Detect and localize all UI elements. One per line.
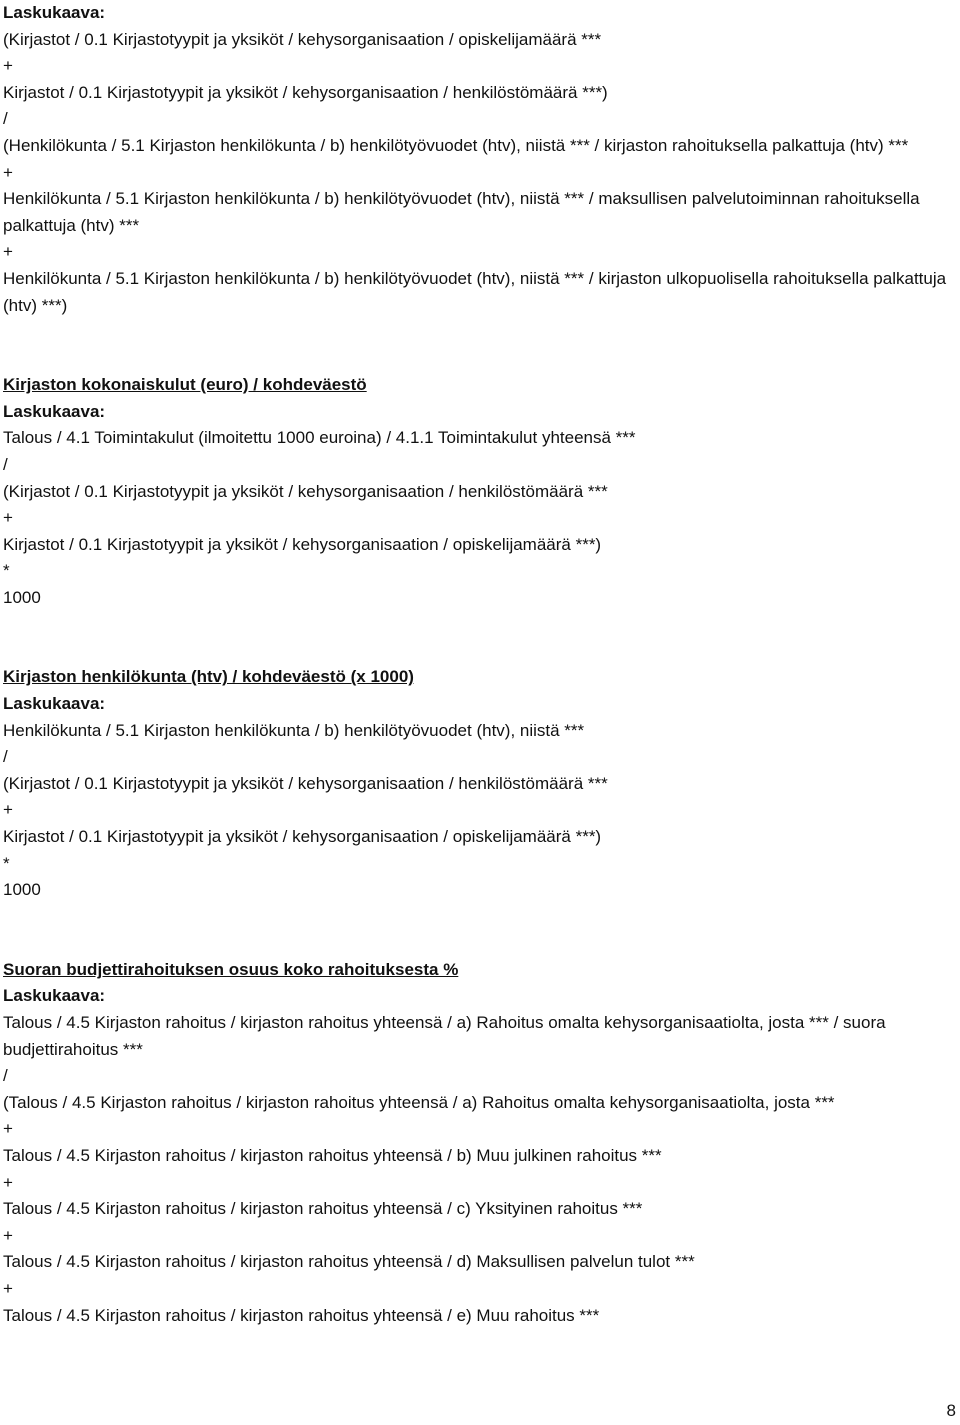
formula-line: Kirjastot / 0.1 Kirjastotyypit ja yksiköt / kehysorganisaation / opiskelijamäärä ***) [3, 827, 602, 847]
formula-line: Talous / 4.1 Toimintakulut (ilmoitettu 1000 euroina) / 4.1.1 Toimintakulut yhteensä *** [3, 428, 636, 448]
formula-operator: + [3, 162, 13, 182]
formula-line: Talous / 4.5 Kirjaston rahoitus / kirjaston rahoitus yhteensä / a) Rahoitus omalta kehysorganisaatiolta, josta *** / suora budjettirahoitus *** [3, 1013, 886, 1059]
formula-operator: + [3, 242, 13, 262]
formula-line: 1000 [3, 880, 41, 900]
formula-line: (Kirjastot / 0.1 Kirjastotyypit ja yksiköt / kehysorganisaation / opiskelijamäärä *** [3, 29, 602, 49]
section-spacer [3, 904, 953, 957]
formula-label: Laskukaava: [3, 3, 106, 22]
formula-line: Talous / 4.5 Kirjaston rahoitus / kirjaston rahoitus yhteensä / e) Muu rahoitus *** [3, 1305, 600, 1325]
document-page [3, 0, 953, 1329]
formula-line: Kirjastot / 0.1 Kirjastotyypit ja yksiköt / kehysorganisaation / henkilöstömäärä ***) [3, 82, 608, 102]
formula-line: Henkilökunta / 5.1 Kirjaston henkilökunta / b) henkilötyövuodet (htv), niistä *** / maksullisen palvelutoiminnan rahoituksella palkattuja (htv) *** [3, 189, 920, 235]
formula-block-1 [3, 0, 953, 319]
formula-line: Talous / 4.5 Kirjaston rahoitus / kirjaston rahoitus yhteensä / d) Maksullisen palvelun tulot *** [3, 1252, 695, 1272]
formula-line: (Kirjastot / 0.1 Kirjastotyypit ja yksiköt / kehysorganisaation / henkilöstömäärä *** [3, 773, 608, 793]
formula-operator: / [3, 109, 8, 129]
formula-line: Talous / 4.5 Kirjaston rahoitus / kirjaston rahoitus yhteensä / c) Yksityinen rahoitus *** [3, 1199, 643, 1219]
formula-operator: + [3, 800, 13, 820]
formula-label: Laskukaava: [3, 986, 106, 1006]
formula-line: 1000 [3, 587, 41, 607]
section-spacer [3, 319, 953, 372]
formula-operator: * [3, 853, 10, 873]
formula-line: Kirjastot / 0.1 Kirjastotyypit ja yksiköt / kehysorganisaation / opiskelijamäärä ***) [3, 534, 602, 554]
formula-label: Laskukaava: [3, 694, 106, 714]
formula-line: (Talous / 4.5 Kirjaston rahoitus / kirjaston rahoitus yhteensä / a) Rahoitus omalta kehysorganisaatiolta, josta *** [3, 1092, 835, 1112]
formula-operator: + [3, 508, 13, 528]
formula-operator: + [3, 1278, 13, 1298]
formula-operator: * [3, 561, 10, 581]
formula-operator: / [3, 454, 8, 474]
formula-line: Henkilökunta / 5.1 Kirjaston henkilökunta / b) henkilötyövuodet (htv), niistä *** [3, 720, 585, 740]
formula-line: (Henkilökunta / 5.1 Kirjaston henkilökunta / b) henkilötyövuodet (htv), niistä *** / kirjaston rahoituksella palkattuja (htv) *** [3, 135, 909, 155]
formula-operator: / [3, 1066, 8, 1086]
page-number: 8 [946, 1401, 956, 1420]
formula-operator: + [3, 1172, 13, 1192]
formula-operator: / [3, 747, 8, 767]
formula-block-2 [3, 372, 953, 611]
formula-operator: + [3, 56, 13, 76]
formula-operator: + [3, 1225, 13, 1245]
section-heading: Kirjaston kokonaiskulut (euro) / kohdeväestö [3, 375, 367, 395]
section-heading: Kirjaston henkilökunta (htv) / kohdeväestö (x 1000) [3, 667, 414, 687]
formula-label: Laskukaava: [3, 401, 106, 421]
formula-line: Talous / 4.5 Kirjaston rahoitus / kirjaston rahoitus yhteensä / b) Muu julkinen rahoitus *** [3, 1145, 662, 1165]
formula-line: (Kirjastot / 0.1 Kirjastotyypit ja yksiköt / kehysorganisaation / henkilöstömäärä *** [3, 481, 608, 501]
formula-block-3 [3, 664, 953, 903]
formula-block-4 [3, 957, 953, 1329]
formula-operator: + [3, 1119, 13, 1139]
section-spacer [3, 611, 953, 664]
formula-line: Henkilökunta / 5.1 Kirjaston henkilökunta / b) henkilötyövuodet (htv), niistä *** / kirjaston ulkopuolisella rahoituksella palkattuja (htv) ***) [3, 268, 947, 315]
section-heading: Suoran budjettirahoituksen osuus koko rahoituksesta % [3, 959, 459, 979]
